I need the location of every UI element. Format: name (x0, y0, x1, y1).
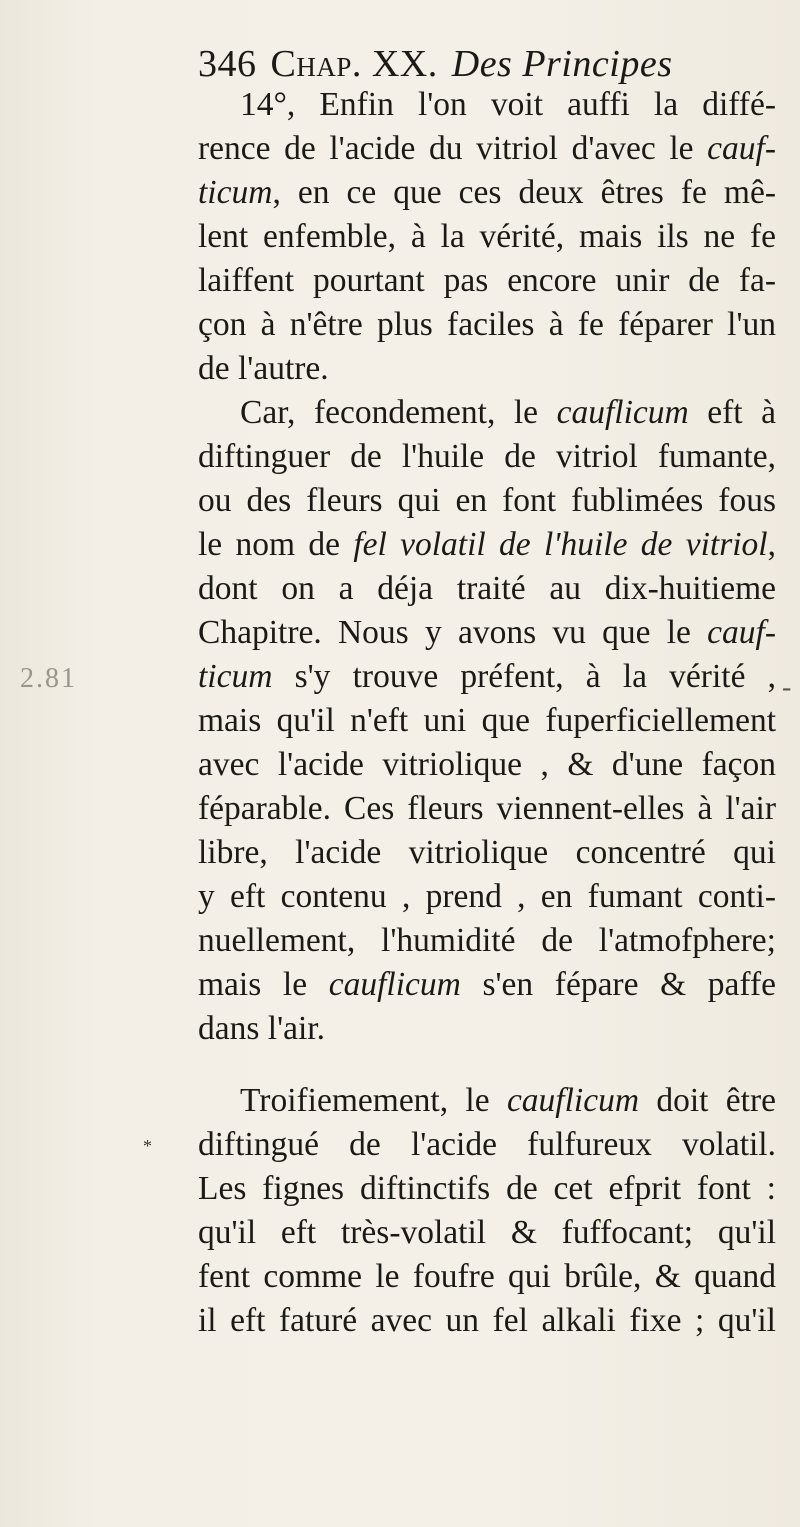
text-line: avec l'acide vitriolique , & d'une façon (198, 746, 776, 783)
text-line: dont on a déja traité au dix-huitieme (198, 570, 776, 607)
text-line: féparable. Ces fleurs viennent-elles à l'air (198, 790, 776, 827)
text-line: diftinguer de l'huile de vitriol fumante, (198, 438, 776, 475)
text-line: rence de l'acide du vitriol d'avec le cauf- (198, 130, 776, 167)
margin-dash-mark: - (782, 672, 792, 703)
text-line: libre, l'acide vitriolique concentré qui (198, 834, 776, 871)
text-line: y eft contenu , prend , en fumant conti- (198, 878, 776, 915)
text-line: Les fignes diftinctifs de cet efprit font : (198, 1170, 776, 1207)
body-text (198, 83, 776, 1343)
text-line: Car, fecondement, le cauflicum eft à (240, 394, 776, 431)
text-line: le nom de fel volatil de l'huile de vitriol, (198, 526, 776, 563)
text-line: ticum s'y trouve préfent, à la vérité , (198, 658, 776, 695)
margin-star-mark: * (143, 1136, 152, 1156)
text-line: diftingué de l'acide fulfureux volatil. (198, 1126, 776, 1163)
margin-annotation: 2.81 (20, 663, 77, 694)
text-line: 14°, Enfin l'on voit auffi la diffé- (240, 86, 776, 123)
chapter-title: Des Principes (451, 43, 673, 85)
page-number: 346 (198, 43, 257, 85)
text-line: mais qu'il n'eft uni que fuperficiellement (198, 702, 776, 739)
text-line: ticum, en ce que ces deux êtres fe mê- (198, 174, 776, 211)
text-line: laiffent pourtant pas encore unir de fa- (198, 262, 776, 299)
text-line: ou des fleurs qui en font fublimées fous (198, 482, 776, 519)
text-line: nuellement, l'humidité de l'atmofphere; (198, 922, 776, 959)
text-line: mais le cauflicum s'en fépare & paffe (198, 966, 776, 1003)
text-line: Chapitre. Nous y avons vu que le cauf- (198, 614, 776, 651)
text-line: qu'il eft très-volatil & fuffocant; qu'il (198, 1214, 776, 1251)
running-header (198, 42, 672, 86)
text-line: çon à n'être plus faciles à fe féparer l'un (198, 306, 776, 343)
text-line: lent enfemble, à la vérité, mais ils ne fe (198, 218, 776, 255)
text-line: fent comme le foufre qui brûle, & quand (198, 1258, 776, 1295)
text-line: dans l'air. (198, 1010, 325, 1047)
text-line: de l'autre. (198, 350, 329, 387)
chapter-label: Chap. XX. (270, 43, 438, 85)
text-line: Troifiemement, le cauflicum doit être (240, 1082, 776, 1119)
text-line: il eft faturé avec un fel alkali fixe ; qu'il (198, 1302, 776, 1339)
